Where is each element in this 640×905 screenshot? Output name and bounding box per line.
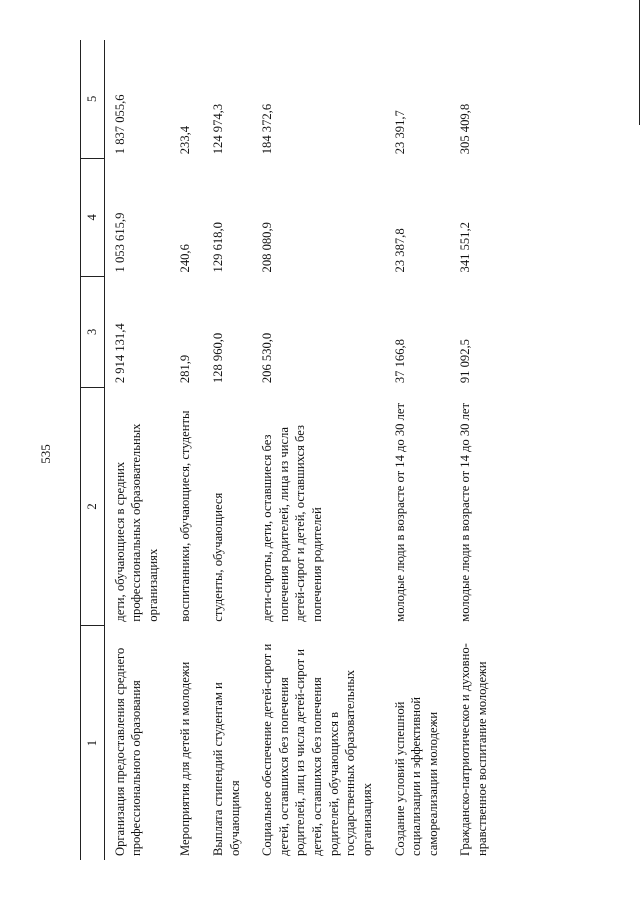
row-name: Выплата стипендий студентам и обучающимся xyxy=(211,682,242,856)
header-col-5: 5 xyxy=(81,40,105,158)
row-value-4: 240,6 xyxy=(178,244,193,273)
row-value-5: 23 391,7 xyxy=(392,110,407,155)
row-value-5: 124 974,3 xyxy=(211,103,226,155)
row-value-3: 37 166,8 xyxy=(392,339,407,384)
table-row xyxy=(170,40,203,860)
row-value-3: 128 960,0 xyxy=(211,332,226,384)
header-col-1: 1 xyxy=(81,626,105,860)
row-value-5: 184 372,6 xyxy=(260,103,275,155)
table-row xyxy=(385,40,451,860)
header-col-2: 2 xyxy=(81,387,105,626)
table-row xyxy=(450,40,499,860)
budget-table xyxy=(80,40,500,860)
row-category: воспитанники, обучающиеся, студенты xyxy=(178,410,193,622)
header-row xyxy=(81,40,105,860)
table-row xyxy=(252,40,384,860)
row-category: студенты, обучающиеся xyxy=(211,492,226,622)
row-category: молодые люди в возрасте от 14 до 30 лет xyxy=(392,403,407,622)
table-row xyxy=(203,40,252,860)
header-col-3: 3 xyxy=(81,276,105,387)
row-value-3: 281,9 xyxy=(178,354,193,384)
row-name: Гражданско-патриотическое и духовно-нравственное воспитание молодежи xyxy=(458,643,489,856)
row-value-5: 305 409,8 xyxy=(458,103,473,155)
row-category: дети, обучающиеся в средних профессиональных образовательных организациях xyxy=(112,423,160,622)
row-name: Мероприятия для детей и молодежи xyxy=(178,661,193,856)
header-col-4: 4 xyxy=(81,158,105,276)
row-name: Создание условий успешной социализации и эффективной самореализации молодежи xyxy=(392,697,440,856)
row-value-5: 1 837 055,6 xyxy=(112,94,127,155)
row-value-3: 206 530,0 xyxy=(260,332,275,384)
table-container xyxy=(80,40,570,860)
row-value-3: 91 092,5 xyxy=(458,339,473,384)
row-value-5: 233,4 xyxy=(178,125,193,155)
table-row xyxy=(104,40,170,860)
row-value-4: 129 618,0 xyxy=(211,222,226,273)
page-number: 535 xyxy=(37,444,53,464)
row-category: дети-сироты, дети, оставшиеся без попечения родителей, лица из числа детей-сирот и детей, оставшихся без попечения родителей xyxy=(260,425,325,622)
row-value-3: 2 914 131,4 xyxy=(112,323,127,384)
row-value-4: 341 551,2 xyxy=(458,222,473,273)
row-name: Организация предоставления среднего профессионального образования xyxy=(112,647,144,856)
row-value-4: 1 053 615,9 xyxy=(112,212,127,273)
row-name: Социальное обеспечение детей-сирот и детей, оставшихся без попечения родителей, лиц из числа детей-сирот и детей, оставшихся без попечения родителей, обучающихся в государственных образовательных организациях xyxy=(260,643,374,856)
row-category: молодые люди в возрасте от 14 до 30 лет xyxy=(458,403,473,622)
row-value-4: 23 387,8 xyxy=(392,228,407,273)
row-value-4: 208 080,9 xyxy=(260,222,275,273)
